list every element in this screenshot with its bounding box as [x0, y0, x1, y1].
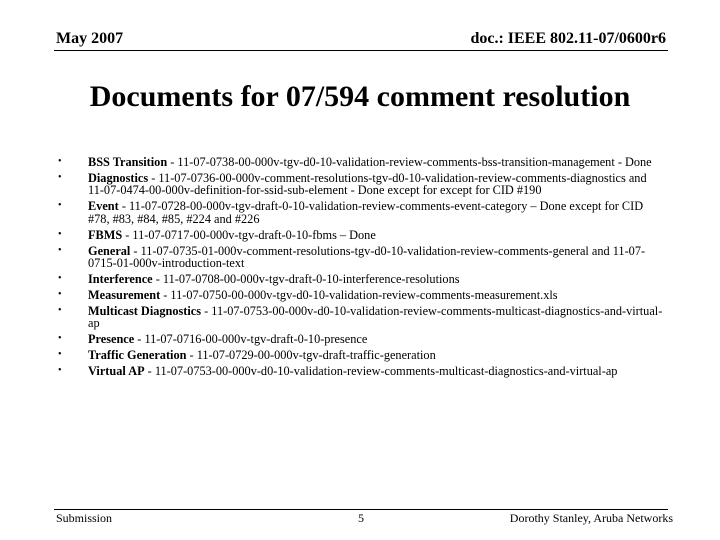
footer-rule — [54, 509, 668, 510]
item-text: - 11-07-0735-01-000v-comment-resolutions-tgv-d0-10-validation-review-comments-general and 11-07-0715-01-000v-introduction-text — [88, 243, 646, 271]
list-item — [58, 333, 664, 346]
item-text: - 11-07-0736-00-000v-comment-resolutions-tgv-d0-10-validation-review-comments-diagnostics and 11-07-0474-00-000v-definition-for-ssid-sub-element - Done except for except for CID #190 — [88, 170, 647, 198]
list-item — [58, 365, 664, 378]
item-label: General — [88, 243, 131, 258]
item-text: - 11-07-0717-00-000v-tgv-draft-0-10-fbms – Done — [122, 227, 376, 242]
list-item — [58, 349, 664, 362]
list-item — [58, 273, 664, 286]
footer-submission: Submission — [56, 511, 113, 525]
item-label: Interference — [88, 271, 153, 286]
bullet-icon: • — [58, 171, 62, 183]
page-number: 5 — [358, 511, 364, 525]
list-item — [58, 172, 664, 197]
document-list — [58, 156, 664, 381]
item-label: Event — [88, 199, 119, 214]
bullet-icon: • — [58, 244, 62, 256]
item-label: Presence — [88, 332, 135, 347]
bullet-icon: • — [58, 156, 62, 167]
header-rule — [54, 50, 668, 51]
item-text: - 11-07-0753-00-000v-d0-10-validation-review-comments-multicast-diagnostics-and-virtual-ap — [144, 363, 618, 378]
item-label: BSS Transition — [88, 155, 168, 169]
item-text: - 11-07-0753-00-000v-d0-10-validation-review-comments-multicast-diagnostics-and-virtual-ap — [88, 303, 663, 331]
list-item — [58, 156, 664, 169]
bullet-icon: • — [58, 272, 62, 284]
item-label: Measurement — [88, 287, 161, 302]
list-item — [58, 245, 664, 270]
bullet-icon: • — [58, 304, 62, 316]
item-text: - 11-07-0750-00-000v-tgv-d0-10-validation-review-comments-measurement.xls — [160, 287, 558, 302]
bullet-icon: • — [58, 364, 62, 376]
list-item — [58, 289, 664, 302]
item-label: Virtual AP — [88, 363, 145, 378]
bullet-icon: • — [58, 228, 62, 240]
slide-title: Documents for 07/594 comment resolution — [89, 80, 631, 113]
item-label: FBMS — [88, 227, 123, 242]
footer-author: Dorothy Stanley, Aruba Networks — [509, 511, 673, 525]
item-text: - 11-07-0729-00-000v-tgv-draft-traffic-generation — [186, 348, 436, 363]
item-label: Diagnostics — [88, 170, 149, 185]
item-label: Multicast Diagnostics — [88, 303, 202, 318]
item-text: - 11-07-0716-00-000v-tgv-draft-0-10-presence — [134, 332, 368, 347]
header-doc-id: doc.: IEEE 802.11-07/0600r6 — [470, 30, 666, 47]
list-item — [58, 229, 664, 242]
list-item — [58, 200, 664, 225]
item-text: - 11-07-0728-00-000v-tgv-draft-0-10-validation-review-comments-event-category – Done except for CID #78, #83, #84, #85, #224 and #226 — [88, 199, 644, 226]
bullet-icon: • — [58, 349, 62, 361]
bullet-icon: • — [58, 288, 62, 300]
bullet-icon: • — [58, 200, 62, 212]
item-text: - 11-07-0738-00-000v-tgv-d0-10-validation-review-comments-bss-transition-management - Done — [167, 155, 652, 169]
header-date: May 2007 — [56, 30, 124, 47]
list-item — [58, 305, 664, 330]
bullet-icon: • — [58, 333, 62, 345]
item-text: - 11-07-0708-00-000v-tgv-draft-0-10-interference-resolutions — [152, 271, 460, 286]
item-label: Traffic Generation — [88, 348, 187, 363]
